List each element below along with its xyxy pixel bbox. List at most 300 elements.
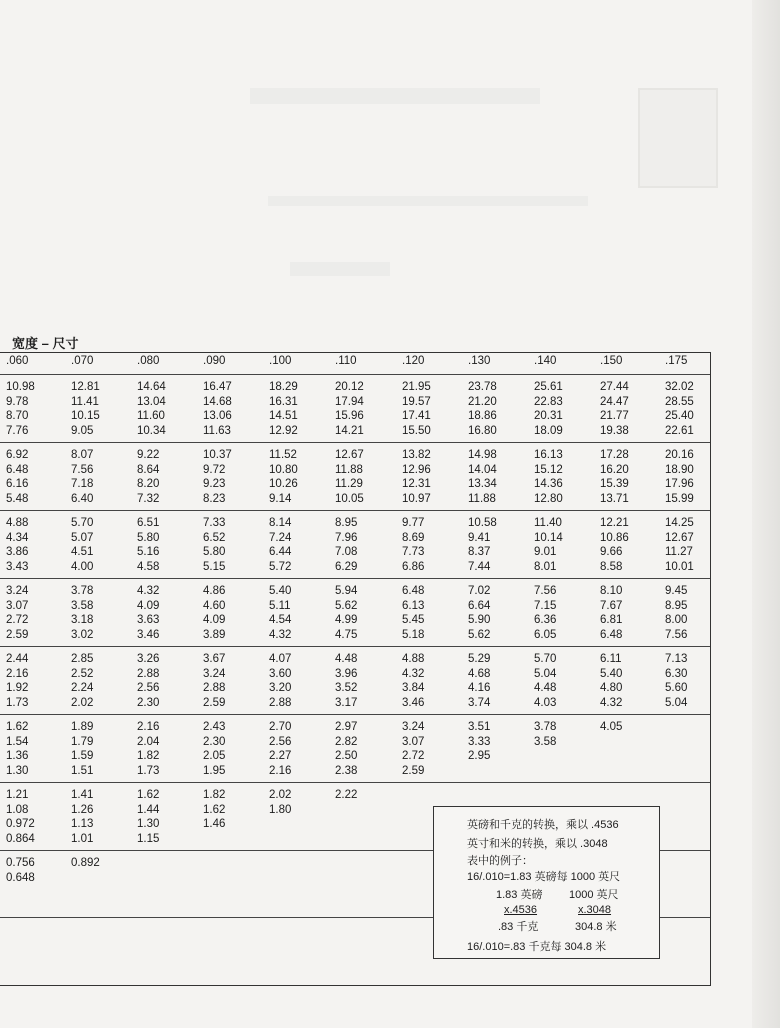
- table-cell: 10.58: [468, 517, 497, 529]
- table-cell: 11.40: [534, 517, 562, 529]
- calc-multiplier: x.3048: [578, 904, 612, 916]
- table-cell: 4.99: [335, 614, 358, 626]
- table-cell: 5.94: [335, 585, 358, 597]
- group-divider: [0, 510, 710, 511]
- table-cell: 12.81: [71, 381, 100, 393]
- table-cell: 4.86: [203, 585, 226, 597]
- table-cell: 14.51: [269, 410, 298, 422]
- table-cell: 14.21: [335, 424, 364, 437]
- table-cell: 4.60: [203, 599, 226, 612]
- table-cell: 2.59: [402, 764, 425, 777]
- table-cell: 10.80: [269, 463, 298, 476]
- table-cell: 1.62: [137, 789, 160, 801]
- table-cell: 8.64: [137, 463, 160, 476]
- table-cell: 15.99: [665, 492, 694, 505]
- table-cell: 3.60: [269, 667, 292, 680]
- table-cell: 6.11: [600, 653, 622, 665]
- table-cell: 1.44: [137, 803, 160, 816]
- table-cell: 2.88: [137, 667, 160, 680]
- table-cell: 7.33: [203, 517, 226, 529]
- table-cell: 3.02: [71, 628, 94, 641]
- table-cell: 12.92: [269, 424, 298, 437]
- table-cell: 9.14: [269, 492, 292, 505]
- table-cell: 1.79: [71, 735, 94, 748]
- table-cell: 6.48: [6, 463, 29, 476]
- table-cell: 4.07: [269, 653, 292, 665]
- group-divider: [0, 782, 710, 783]
- table-cell: 9.66: [600, 546, 623, 558]
- table-cell: 8.00: [665, 614, 688, 626]
- table-cell: 3.51: [468, 721, 491, 733]
- table-cell: 1.36: [6, 750, 29, 762]
- table-cell: 7.15: [534, 599, 557, 612]
- calc-result: .83 千克: [498, 921, 539, 933]
- table-cell: 1.30: [6, 764, 29, 777]
- table-cell: 4.32: [137, 585, 160, 597]
- table-cell: 13.71: [600, 492, 629, 505]
- table-cell: 5.29: [468, 653, 491, 665]
- table-cell: 4.09: [137, 599, 160, 612]
- group-divider: [0, 578, 710, 579]
- table-cell: 15.96: [335, 410, 364, 422]
- table-cell: 11.88: [335, 463, 363, 476]
- table-cell: 19.57: [402, 395, 431, 408]
- table-cell: 1.46: [203, 818, 226, 830]
- table-cell: 5.07: [71, 531, 94, 544]
- table-cell: 5.48: [6, 492, 29, 505]
- table-cell: 2.72: [402, 750, 425, 762]
- table-cell: 14.68: [203, 395, 232, 408]
- group-divider: [0, 442, 710, 443]
- table-cell: 1.30: [137, 818, 160, 830]
- table-cell: 15.50: [402, 424, 431, 437]
- table-cell: 7.96: [335, 531, 358, 544]
- table-cell: 9.23: [203, 478, 226, 490]
- table-cell: 3.96: [335, 667, 358, 680]
- table-cell: 1.92: [6, 682, 29, 694]
- table-cell: 3.74: [468, 696, 491, 709]
- table-cell: 2.22: [335, 789, 358, 801]
- table-cell: 4.88: [6, 517, 29, 529]
- table-cell: 2.82: [335, 735, 358, 748]
- page-edge-shadow: [752, 0, 780, 1028]
- table-cell: 2.85: [71, 653, 94, 665]
- table-cell: 5.80: [137, 531, 160, 544]
- table-cell: 2.56: [137, 682, 160, 694]
- table-cell: 3.89: [203, 628, 226, 641]
- table-cell: 18.09: [534, 424, 563, 437]
- table-cell: 5.11: [269, 599, 291, 612]
- column-header: .150: [600, 355, 623, 367]
- table-cell: 7.24: [269, 531, 292, 544]
- table-cell: 3.24: [402, 721, 425, 733]
- note-line: 英寸和米的转换，乘以 .3048: [467, 838, 608, 850]
- table-cell: 6.13: [402, 599, 425, 612]
- calc-multiplier: x.4536: [504, 904, 538, 916]
- table-cell: 10.26: [269, 478, 298, 490]
- table-cell: 6.44: [269, 546, 292, 558]
- table-cell: 10.97: [402, 492, 431, 505]
- table-cell: 28.55: [665, 395, 694, 408]
- table-cell: 2.16: [137, 721, 160, 733]
- table-cell: 1.62: [6, 721, 29, 733]
- table-cell: 4.48: [335, 653, 358, 665]
- table-cell: 21.20: [468, 395, 497, 408]
- table-cell: 2.52: [71, 667, 94, 680]
- table-cell: 2.43: [203, 721, 226, 733]
- table-cell: 10.98: [6, 381, 35, 393]
- table-cell: 1.01: [71, 832, 94, 845]
- table-cell: 25.40: [665, 410, 694, 422]
- table-cell: 9.45: [665, 585, 688, 597]
- table-cell: 4.48: [534, 682, 557, 694]
- table-cell: 17.96: [665, 478, 694, 490]
- table-cell: 5.04: [534, 667, 557, 680]
- table-cell: 4.03: [534, 696, 557, 709]
- table-cell: 10.37: [203, 449, 232, 461]
- table-cell: 10.01: [665, 560, 694, 573]
- table-cell: 0.972: [6, 818, 35, 830]
- note-line: 英磅和千克的转换，乘以 .4536: [467, 819, 619, 831]
- table-cell: 3.78: [71, 585, 94, 597]
- table-cell: 2.95: [468, 750, 491, 762]
- table-cell: 6.16: [6, 478, 29, 490]
- table-cell: 2.02: [269, 789, 292, 801]
- table-cell: 3.58: [534, 735, 557, 748]
- table-cell: 4.58: [137, 560, 160, 573]
- table-cell: 5.40: [269, 585, 292, 597]
- table-cell: 2.04: [137, 735, 160, 748]
- table-cell: 3.24: [6, 585, 29, 597]
- table-cell: 2.16: [6, 667, 29, 680]
- table-cell: 1.73: [137, 764, 160, 777]
- table-cell: 3.78: [534, 721, 557, 733]
- table-cell: 1.08: [6, 803, 29, 816]
- table-cell: 3.46: [137, 628, 160, 641]
- table-cell: 7.13: [665, 653, 688, 665]
- table-cell: 7.02: [468, 585, 491, 597]
- table-cell: 3.24: [203, 667, 226, 680]
- table-cell: 2.56: [269, 735, 292, 748]
- table-cell: 11.41: [71, 395, 99, 408]
- column-header: .140: [534, 355, 557, 367]
- table-cell: 6.64: [468, 599, 491, 612]
- group-divider: [0, 374, 710, 375]
- table-cell: 4.51: [71, 546, 94, 558]
- table-cell: 5.04: [665, 696, 688, 709]
- table-cell: 10.86: [600, 531, 629, 544]
- table-cell: 8.58: [600, 560, 623, 573]
- table-cell: 2.88: [203, 682, 226, 694]
- table-cell: 5.45: [402, 614, 425, 626]
- table-cell: 2.05: [203, 750, 226, 762]
- calc-right: 1000 英尺: [569, 889, 619, 901]
- table-cell: 12.31: [402, 478, 431, 490]
- table-cell: 3.26: [137, 653, 160, 665]
- table-cell: 1.82: [137, 750, 160, 762]
- table-cell: 1.15: [137, 832, 160, 845]
- table-cell: 16.13: [534, 449, 563, 461]
- table-cell: 4.16: [468, 682, 491, 694]
- table-cell: 7.56: [665, 628, 688, 641]
- table-cell: 3.20: [269, 682, 292, 694]
- table-cell: 27.44: [600, 381, 629, 393]
- table-cell: 8.95: [665, 599, 688, 612]
- table-cell: 5.60: [665, 682, 688, 694]
- table-cell: 18.90: [665, 463, 694, 476]
- table-cell: 6.36: [534, 614, 557, 626]
- table-cell: 4.54: [269, 614, 292, 626]
- table-cell: 7.76: [6, 424, 29, 437]
- table-cell: 8.95: [335, 517, 358, 529]
- table-cell: 22.61: [665, 424, 694, 437]
- table-cell: 0.756: [6, 857, 35, 869]
- table-cell: 14.64: [137, 381, 166, 393]
- table-cell: 14.25: [665, 517, 694, 529]
- table-cell: 18.86: [468, 410, 497, 422]
- table-cell: 6.29: [335, 560, 358, 573]
- table-cell: 6.92: [6, 449, 29, 461]
- bleed-through-logo: [638, 88, 718, 188]
- table-cell: 1.21: [6, 789, 29, 801]
- table-cell: 6.40: [71, 492, 94, 505]
- column-header: .120: [402, 355, 425, 367]
- table-cell: 11.52: [269, 449, 297, 461]
- table-cell: 8.07: [71, 449, 94, 461]
- table-cell: 5.70: [534, 653, 557, 665]
- table-cell: 3.52: [335, 682, 358, 694]
- table-cell: 4.80: [600, 682, 623, 694]
- table-cell: 12.67: [335, 449, 364, 461]
- table-cell: 3.07: [6, 599, 29, 612]
- table-cell: 5.62: [468, 628, 491, 641]
- table-cell: 2.30: [137, 696, 160, 709]
- table-cell: 3.18: [71, 614, 94, 626]
- table-cell: 5.16: [137, 546, 160, 558]
- calc-result: 304.8 米: [575, 921, 617, 933]
- table-cell: 6.48: [402, 585, 425, 597]
- table-cell: 7.56: [71, 463, 94, 476]
- bleed-through-mark: [268, 196, 588, 206]
- table-cell: 11.27: [665, 546, 693, 558]
- table-cell: 8.70: [6, 410, 29, 422]
- table-cell: 16.80: [468, 424, 497, 437]
- group-divider: [0, 646, 710, 647]
- table-cell: 5.15: [203, 560, 226, 573]
- table-cell: 4.88: [402, 653, 425, 665]
- table-cell: 21.77: [600, 410, 629, 422]
- table-cell: 2.30: [203, 735, 226, 748]
- table-cell: 9.72: [203, 463, 226, 476]
- table-cell: 4.05: [600, 721, 623, 733]
- table-cell: 24.47: [600, 395, 629, 408]
- table-cell: 14.98: [468, 449, 497, 461]
- table-cell: 7.18: [71, 478, 94, 490]
- table-cell: 16.20: [600, 463, 629, 476]
- table-cell: 23.78: [468, 381, 497, 393]
- table-cell: 9.01: [534, 546, 557, 558]
- table-cell: 4.32: [600, 696, 623, 709]
- column-header: .060: [6, 355, 29, 367]
- table-cell: 2.24: [71, 682, 94, 694]
- table-cell: 9.05: [71, 424, 94, 437]
- table-cell: 11.29: [335, 478, 363, 490]
- table-cell: 0.864: [6, 832, 35, 845]
- table-cell: 6.51: [137, 517, 160, 529]
- column-header: .070: [71, 355, 94, 367]
- table-cell: 13.06: [203, 410, 232, 422]
- group-divider: [0, 714, 710, 715]
- table-cell: 4.00: [71, 560, 94, 573]
- table-cell: 3.63: [137, 614, 160, 626]
- table-cell: 1.59: [71, 750, 94, 762]
- table-cell: 8.69: [402, 531, 425, 544]
- table-cell: 12.96: [402, 463, 431, 476]
- table-cell: 1.89: [71, 721, 94, 733]
- table-cell: 1.41: [71, 789, 94, 801]
- table-cell: 5.18: [402, 628, 425, 641]
- table-cell: 2.44: [6, 653, 29, 665]
- table-cell: 5.40: [600, 667, 623, 680]
- table-cell: 20.31: [534, 410, 563, 422]
- table-cell: 3.17: [335, 696, 358, 709]
- table-cell: 20.16: [665, 449, 694, 461]
- table-cell: 8.10: [600, 585, 623, 597]
- column-header: .130: [468, 355, 491, 367]
- table-cell: 4.34: [6, 531, 29, 544]
- table-cell: 6.52: [203, 531, 226, 544]
- table-cell: 7.56: [534, 585, 557, 597]
- table-cell: 16.31: [269, 395, 298, 408]
- table-cell: 11.63: [203, 424, 231, 437]
- table-cell: 8.14: [269, 517, 292, 529]
- note-line: 16/.010=.83 千克每 304.8 米: [467, 941, 607, 953]
- table-cell: 15.39: [600, 478, 629, 490]
- table-cell: 8.23: [203, 492, 226, 505]
- table-cell: 17.28: [600, 449, 629, 461]
- table-cell: 4.75: [335, 628, 358, 641]
- table-cell: 14.04: [468, 463, 497, 476]
- table-cell: 1.51: [71, 764, 94, 777]
- table-cell: 1.80: [269, 803, 292, 816]
- table-cell: 7.67: [600, 599, 623, 612]
- table-cell: 5.72: [269, 560, 292, 573]
- table-cell: 5.70: [71, 517, 94, 529]
- table-cell: 3.33: [468, 735, 491, 748]
- table-cell: 14.36: [534, 478, 563, 490]
- table-cell: 21.95: [402, 381, 431, 393]
- table-cell: 12.67: [665, 531, 694, 544]
- table-cell: 2.50: [335, 750, 358, 762]
- table-cell: 8.01: [534, 560, 557, 573]
- table-cell: 11.60: [137, 410, 165, 422]
- table-cell: 4.32: [402, 667, 425, 680]
- table-cell: 12.21: [600, 517, 629, 529]
- table-cell: 1.54: [6, 735, 29, 748]
- table-cell: 2.16: [269, 764, 292, 777]
- table-cell: 9.41: [468, 531, 491, 544]
- table-cell: 1.26: [71, 803, 94, 816]
- calc-left: 1.83 英磅: [496, 889, 543, 901]
- table-cell: 2.59: [203, 696, 226, 709]
- table-cell: 3.58: [71, 599, 94, 612]
- column-header: .090: [203, 355, 226, 367]
- table-heading: 宽度 – 尺寸: [12, 336, 79, 351]
- table-cell: 20.12: [335, 381, 364, 393]
- table-cell: 22.83: [534, 395, 563, 408]
- table-cell: 8.20: [137, 478, 160, 490]
- table-cell: 2.38: [335, 764, 358, 777]
- table-cell: 3.07: [402, 735, 425, 748]
- table-cell: 1.95: [203, 764, 226, 777]
- table-cell: 12.80: [534, 492, 563, 505]
- table-cell: 9.78: [6, 395, 29, 408]
- column-header: .110: [335, 355, 357, 367]
- table-cell: 6.81: [600, 614, 623, 626]
- table-cell: 4.09: [203, 614, 226, 626]
- column-header: .080: [137, 355, 160, 367]
- table-cell: 1.62: [203, 803, 226, 816]
- table-cell: 9.22: [137, 449, 160, 461]
- table-cell: 10.14: [534, 531, 563, 544]
- table-cell: 8.37: [468, 546, 491, 558]
- note-line: 16/.010=1.83 英磅每 1000 英尺: [467, 871, 621, 883]
- table-cell: 4.68: [468, 667, 491, 680]
- table-cell: 13.82: [402, 449, 431, 461]
- table-cell: 17.41: [402, 410, 431, 422]
- table-cell: 1.73: [6, 696, 29, 709]
- table-cell: 2.97: [335, 721, 358, 733]
- table-cell: 25.61: [534, 381, 563, 393]
- table-cell: 3.86: [6, 546, 29, 558]
- table-cell: 6.30: [665, 667, 688, 680]
- table-cell: 9.77: [402, 517, 425, 529]
- table-cell: 13.04: [137, 395, 166, 408]
- table-cell: 2.02: [71, 696, 94, 709]
- table-cell: 10.05: [335, 492, 364, 505]
- table-cell: 6.86: [402, 560, 425, 573]
- table-cell: 3.84: [402, 682, 425, 694]
- column-header: .100: [269, 355, 292, 367]
- table-cell: 11.88: [468, 492, 496, 505]
- note-line: 表中的例子：: [467, 855, 533, 867]
- table-cell: 6.05: [534, 628, 557, 641]
- table-cell: 13.34: [468, 478, 497, 490]
- table-cell: 1.82: [203, 789, 226, 801]
- table-cell: 5.80: [203, 546, 226, 558]
- table-cell: 5.90: [468, 614, 491, 626]
- table-cell: 1.13: [71, 818, 94, 830]
- table-cell: 0.648: [6, 871, 35, 884]
- table-cell: 3.46: [402, 696, 425, 709]
- table-cell: 3.43: [6, 560, 29, 573]
- table-cell: 15.12: [534, 463, 563, 476]
- table-cell: 32.02: [665, 381, 694, 393]
- table-cell: 7.73: [402, 546, 425, 558]
- table-cell: 3.67: [203, 653, 226, 665]
- table-cell: 10.34: [137, 424, 166, 437]
- column-header: .175: [665, 355, 688, 367]
- table-cell: 2.27: [269, 750, 292, 762]
- table-cell: 10.15: [71, 410, 100, 422]
- table-cell: 7.08: [335, 546, 358, 558]
- table-cell: 2.72: [6, 614, 29, 626]
- table-cell: 2.70: [269, 721, 292, 733]
- bleed-through-mark: [290, 262, 390, 276]
- table-cell: 19.38: [600, 424, 629, 437]
- table-cell: 4.32: [269, 628, 292, 641]
- table-cell: 17.94: [335, 395, 364, 408]
